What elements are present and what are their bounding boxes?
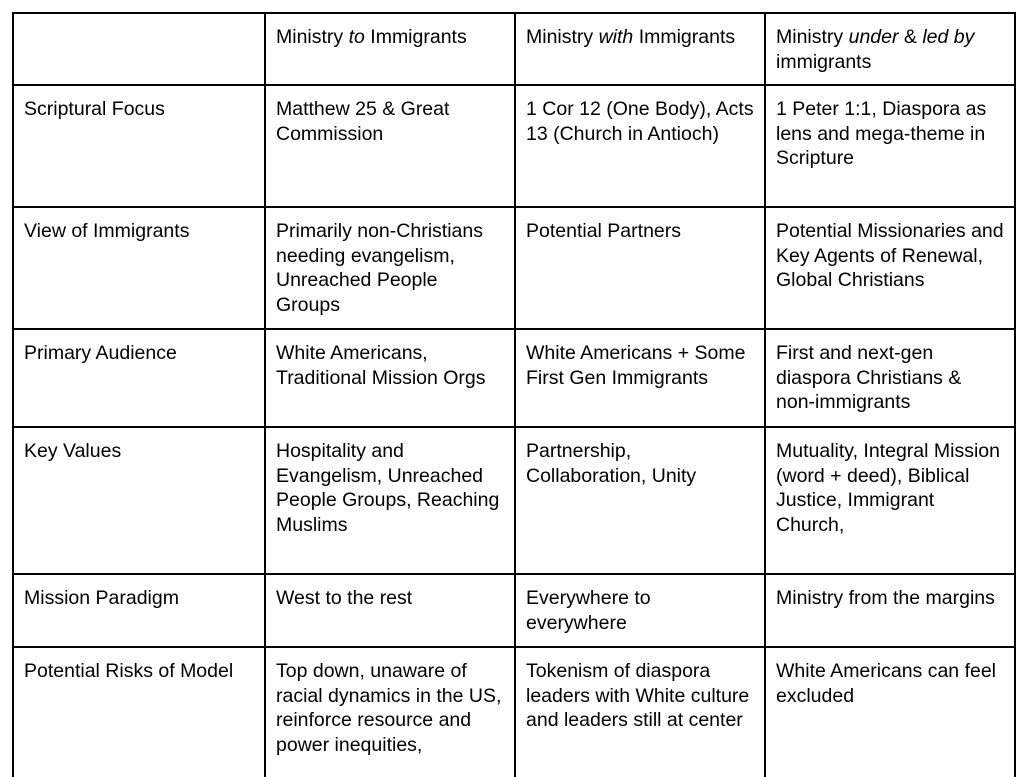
cell-under: Ministry from the margins <box>765 574 1015 647</box>
cell-to: West to the rest <box>265 574 515 647</box>
cell-with: White Americans + Some First Gen Immigrants <box>515 329 765 427</box>
ministry-comparison-table <box>12 12 1016 777</box>
row-label: Scriptural Focus <box>13 85 265 207</box>
row-label: Key Values <box>13 427 265 574</box>
table-row-primary-audience <box>13 329 1015 427</box>
header-row <box>13 13 1015 85</box>
table-row-mission-paradigm <box>13 574 1015 647</box>
cell-to: Matthew 25 & Great Commission <box>265 85 515 207</box>
cell-under: First and next-gen diaspora Christians & non-immigrants <box>765 329 1015 427</box>
cell-under: Mutuality, Integral Mission (word + deed), Biblical Justice, Immigrant Church, <box>765 427 1015 574</box>
table-row-view-of-immigrants <box>13 207 1015 329</box>
cell-to: Hospitality and Evangelism, Unreached People Groups, Reaching Muslims <box>265 427 515 574</box>
row-label: Potential Risks of Model <box>13 647 265 777</box>
cell-under: White Americans can feel excluded <box>765 647 1015 777</box>
cell-with: Everywhere to everywhere <box>515 574 765 647</box>
cell-with: Tokenism of diaspora leaders with White culture and leaders still at center <box>515 647 765 777</box>
table-row-scriptural-focus <box>13 85 1015 207</box>
header-cell-ministry-with: Ministry with Immigrants <box>515 13 765 85</box>
cell-to: White Americans, Traditional Mission Orgs <box>265 329 515 427</box>
cell-under: Potential Missionaries and Key Agents of Renewal, Global Christians <box>765 207 1015 329</box>
row-label: Mission Paradigm <box>13 574 265 647</box>
header-cell-empty <box>13 13 265 85</box>
table-row-key-values <box>13 427 1015 574</box>
cell-with: 1 Cor 12 (One Body), Acts 13 (Church in Antioch) <box>515 85 765 207</box>
row-label: View of Immigrants <box>13 207 265 329</box>
header-cell-ministry-to: Ministry to Immigrants <box>265 13 515 85</box>
cell-with: Partnership, Collaboration, Unity <box>515 427 765 574</box>
cell-to: Top down, unaware of racial dynamics in the US, reinforce resource and power inequities, <box>265 647 515 777</box>
table-row-potential-risks <box>13 647 1015 777</box>
cell-with: Potential Partners <box>515 207 765 329</box>
row-label: Primary Audience <box>13 329 265 427</box>
header-cell-ministry-under: Ministry under & led by immigrants <box>765 13 1015 85</box>
cell-under: 1 Peter 1:1, Diaspora as lens and mega-theme in Scripture <box>765 85 1015 207</box>
cell-to: Primarily non-Christians needing evangelism, Unreached People Groups <box>265 207 515 329</box>
